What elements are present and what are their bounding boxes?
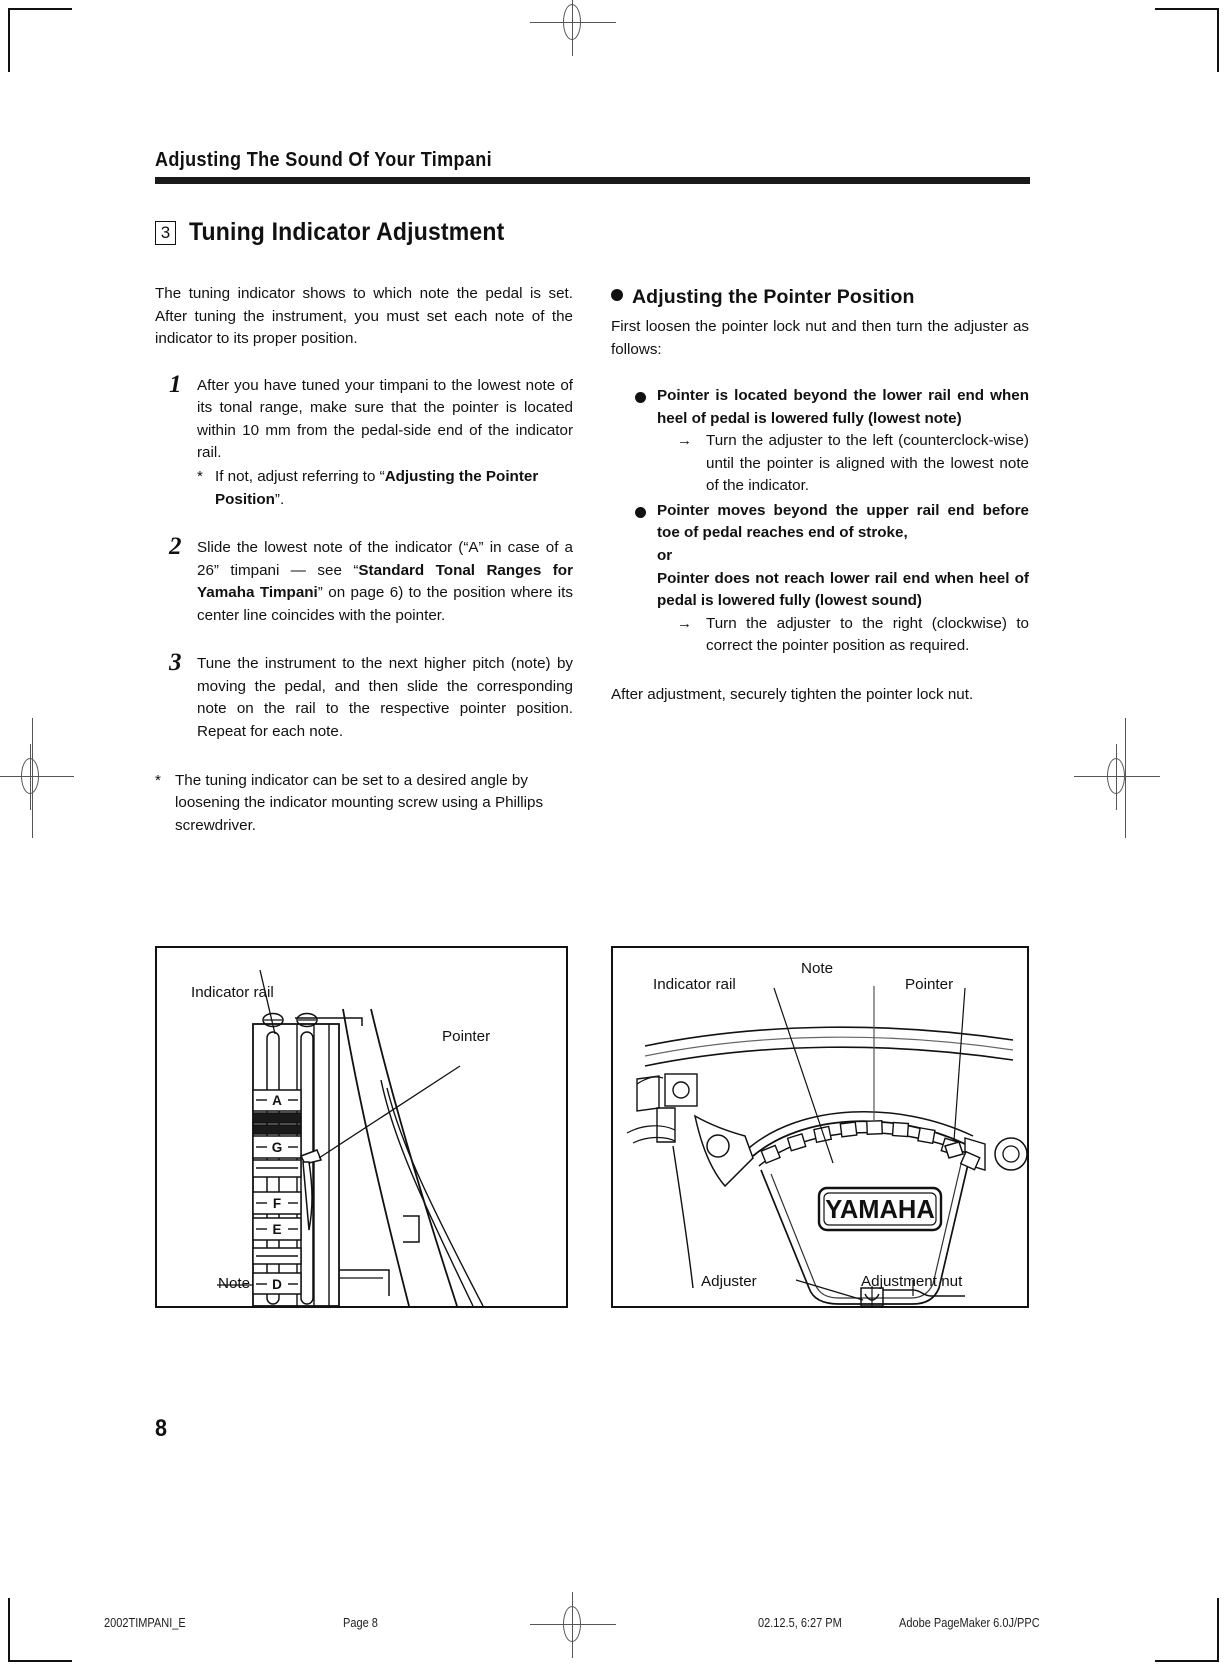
section-number-box: 3 bbox=[155, 221, 176, 245]
bullet-dot-icon bbox=[635, 507, 646, 518]
bullet-2-detail-text: Turn the adjuster to the right (clockwise) to correct the pointer position as required. bbox=[706, 614, 1029, 655]
bullet-1-title bbox=[633, 385, 1029, 430]
figure-right-label-note: Note bbox=[801, 960, 834, 977]
bullet-2-title-line1: Pointer moves beyond the upper rail end before toe of pedal reaches end of stroke, bbox=[657, 501, 1029, 542]
right-column bbox=[611, 283, 1029, 706]
print-footer bbox=[0, 1610, 1227, 1640]
step-1-number: 1 bbox=[169, 370, 182, 398]
footnote-text: The tuning indicator can be set to a desired angle by loosening the indicator mounting screw using a Phillips screwdriver. bbox=[175, 771, 544, 834]
pointer-position-heading bbox=[611, 283, 1029, 312]
step-1-note-bold: Adjusting the Pointer Position bbox=[215, 467, 539, 508]
step-1-note-prefix: If not, adjust referring to “ bbox=[215, 467, 385, 485]
yamaha-badge bbox=[819, 1188, 941, 1230]
figure-left-drawing bbox=[157, 948, 566, 1306]
running-head-rule bbox=[155, 177, 1030, 184]
running-head-text: Adjusting The Sound Of Your Timpani bbox=[155, 148, 493, 171]
step-1-note-marker: * bbox=[197, 467, 203, 485]
page-number: 8 bbox=[155, 1415, 168, 1442]
figure-left-label-note: Note bbox=[218, 1275, 251, 1292]
step-2-bold-reference: Standard Tonal Ranges for Yamaha Timpani bbox=[197, 561, 573, 602]
figure-right-label-pointer: Pointer bbox=[905, 976, 954, 993]
bullet-2-title bbox=[633, 500, 1029, 613]
bullet-dot-icon bbox=[611, 289, 623, 301]
yamaha-brand-text: YAMAHA bbox=[825, 1195, 935, 1225]
footer-application: Adobe PageMaker 6.0J/PPC bbox=[899, 1616, 1040, 1630]
bullet-1-detail-text: Turn the adjuster to the left (counterclock-wise) until the pointer is aligned with the lowest note of the indicator. bbox=[706, 432, 1029, 495]
footer-page-label: Page 8 bbox=[343, 1616, 378, 1630]
rail-note-F: F bbox=[272, 1196, 282, 1211]
step-3 bbox=[155, 649, 573, 743]
rail-note-E: E bbox=[272, 1222, 282, 1237]
step-2-number: 2 bbox=[169, 533, 182, 561]
figure-right-drawing bbox=[613, 948, 1027, 1306]
bullet-dot-icon bbox=[635, 392, 646, 403]
bullet-2-detail bbox=[677, 613, 1029, 658]
footer-timestamp: 02.12.5, 6:27 PM bbox=[758, 1616, 842, 1630]
step-2 bbox=[155, 533, 573, 627]
step-2-text-part2: ” on page 6) to the position where its center line coincides with the pointer. bbox=[197, 584, 573, 624]
figure-left-label-pointer: Pointer bbox=[442, 1028, 491, 1045]
running-head bbox=[155, 148, 1030, 184]
rail-note-D: D bbox=[272, 1277, 282, 1292]
rail-note-A: A bbox=[272, 1093, 282, 1108]
step-3-number: 3 bbox=[169, 649, 182, 677]
rail-note-G: G bbox=[271, 1140, 283, 1155]
step-3-text: Tune the instrument to the next higher pitch (note) by moving the pedal, and then slide the corresponding note on the rail to the respective pointer position. Repeat for each note. bbox=[197, 655, 573, 740]
figure-right-label-adjuster: Adjuster bbox=[701, 1273, 757, 1290]
footnote-marker: * bbox=[155, 771, 161, 789]
step-2-text-part1: Slide the lowest note of the indicator (“A” in case of a 26” timpani — see “ bbox=[197, 539, 573, 579]
bullet-2-title-line3: Pointer does not reach lower rail end when heel of pedal is lowered fully (lowest sound) bbox=[657, 569, 1029, 610]
left-column bbox=[155, 283, 573, 837]
step-1-note-suffix: ”. bbox=[274, 490, 285, 508]
step-1-note bbox=[197, 466, 573, 511]
pointer-position-heading-text: Adjusting the Pointer Position bbox=[632, 286, 915, 308]
left-column-footnote bbox=[155, 770, 573, 838]
footer-file-name: 2002TIMPANI_E bbox=[104, 1616, 186, 1630]
figure-indicator-rail-closeup bbox=[155, 946, 568, 1308]
arrow-right-icon: → bbox=[677, 432, 692, 450]
section-heading bbox=[155, 218, 532, 247]
section-title-text: Tuning Indicator Adjustment bbox=[189, 218, 505, 246]
figure-right-label-adjustment-nut: Adjustment nut bbox=[861, 1273, 963, 1290]
figure-left-label-indicator-rail: Indicator rail bbox=[191, 984, 274, 1001]
step-1 bbox=[155, 370, 573, 511]
right-closing-paragraph: After adjustment, securely tighten the pointer lock nut. bbox=[611, 685, 974, 703]
bullet-2-title-line2: or bbox=[657, 547, 673, 565]
right-intro-paragraph: First loosen the pointer lock nut and then turn the adjuster as follows: bbox=[611, 317, 1029, 358]
bullet-1-detail bbox=[677, 430, 1029, 498]
bullet-1-title-text: Pointer is located beyond the lower rail end when heel of pedal is lowered fully (lowest note) bbox=[657, 387, 1029, 427]
intro-paragraph: The tuning indicator shows to which note the pedal is set. After tuning the instrument, you must set each note of the indicator to its proper position. bbox=[155, 285, 573, 348]
figure-pedal-adjuster bbox=[611, 946, 1029, 1308]
figure-right-label-indicator-rail: Indicator rail bbox=[653, 976, 736, 993]
step-1-text: After you have tuned your timpani to the lowest note of its tonal range, make sure that the pointer is located within 10 mm from the pedal-side end of the indicator rail. bbox=[197, 376, 573, 462]
arrow-right-icon: → bbox=[677, 614, 692, 632]
